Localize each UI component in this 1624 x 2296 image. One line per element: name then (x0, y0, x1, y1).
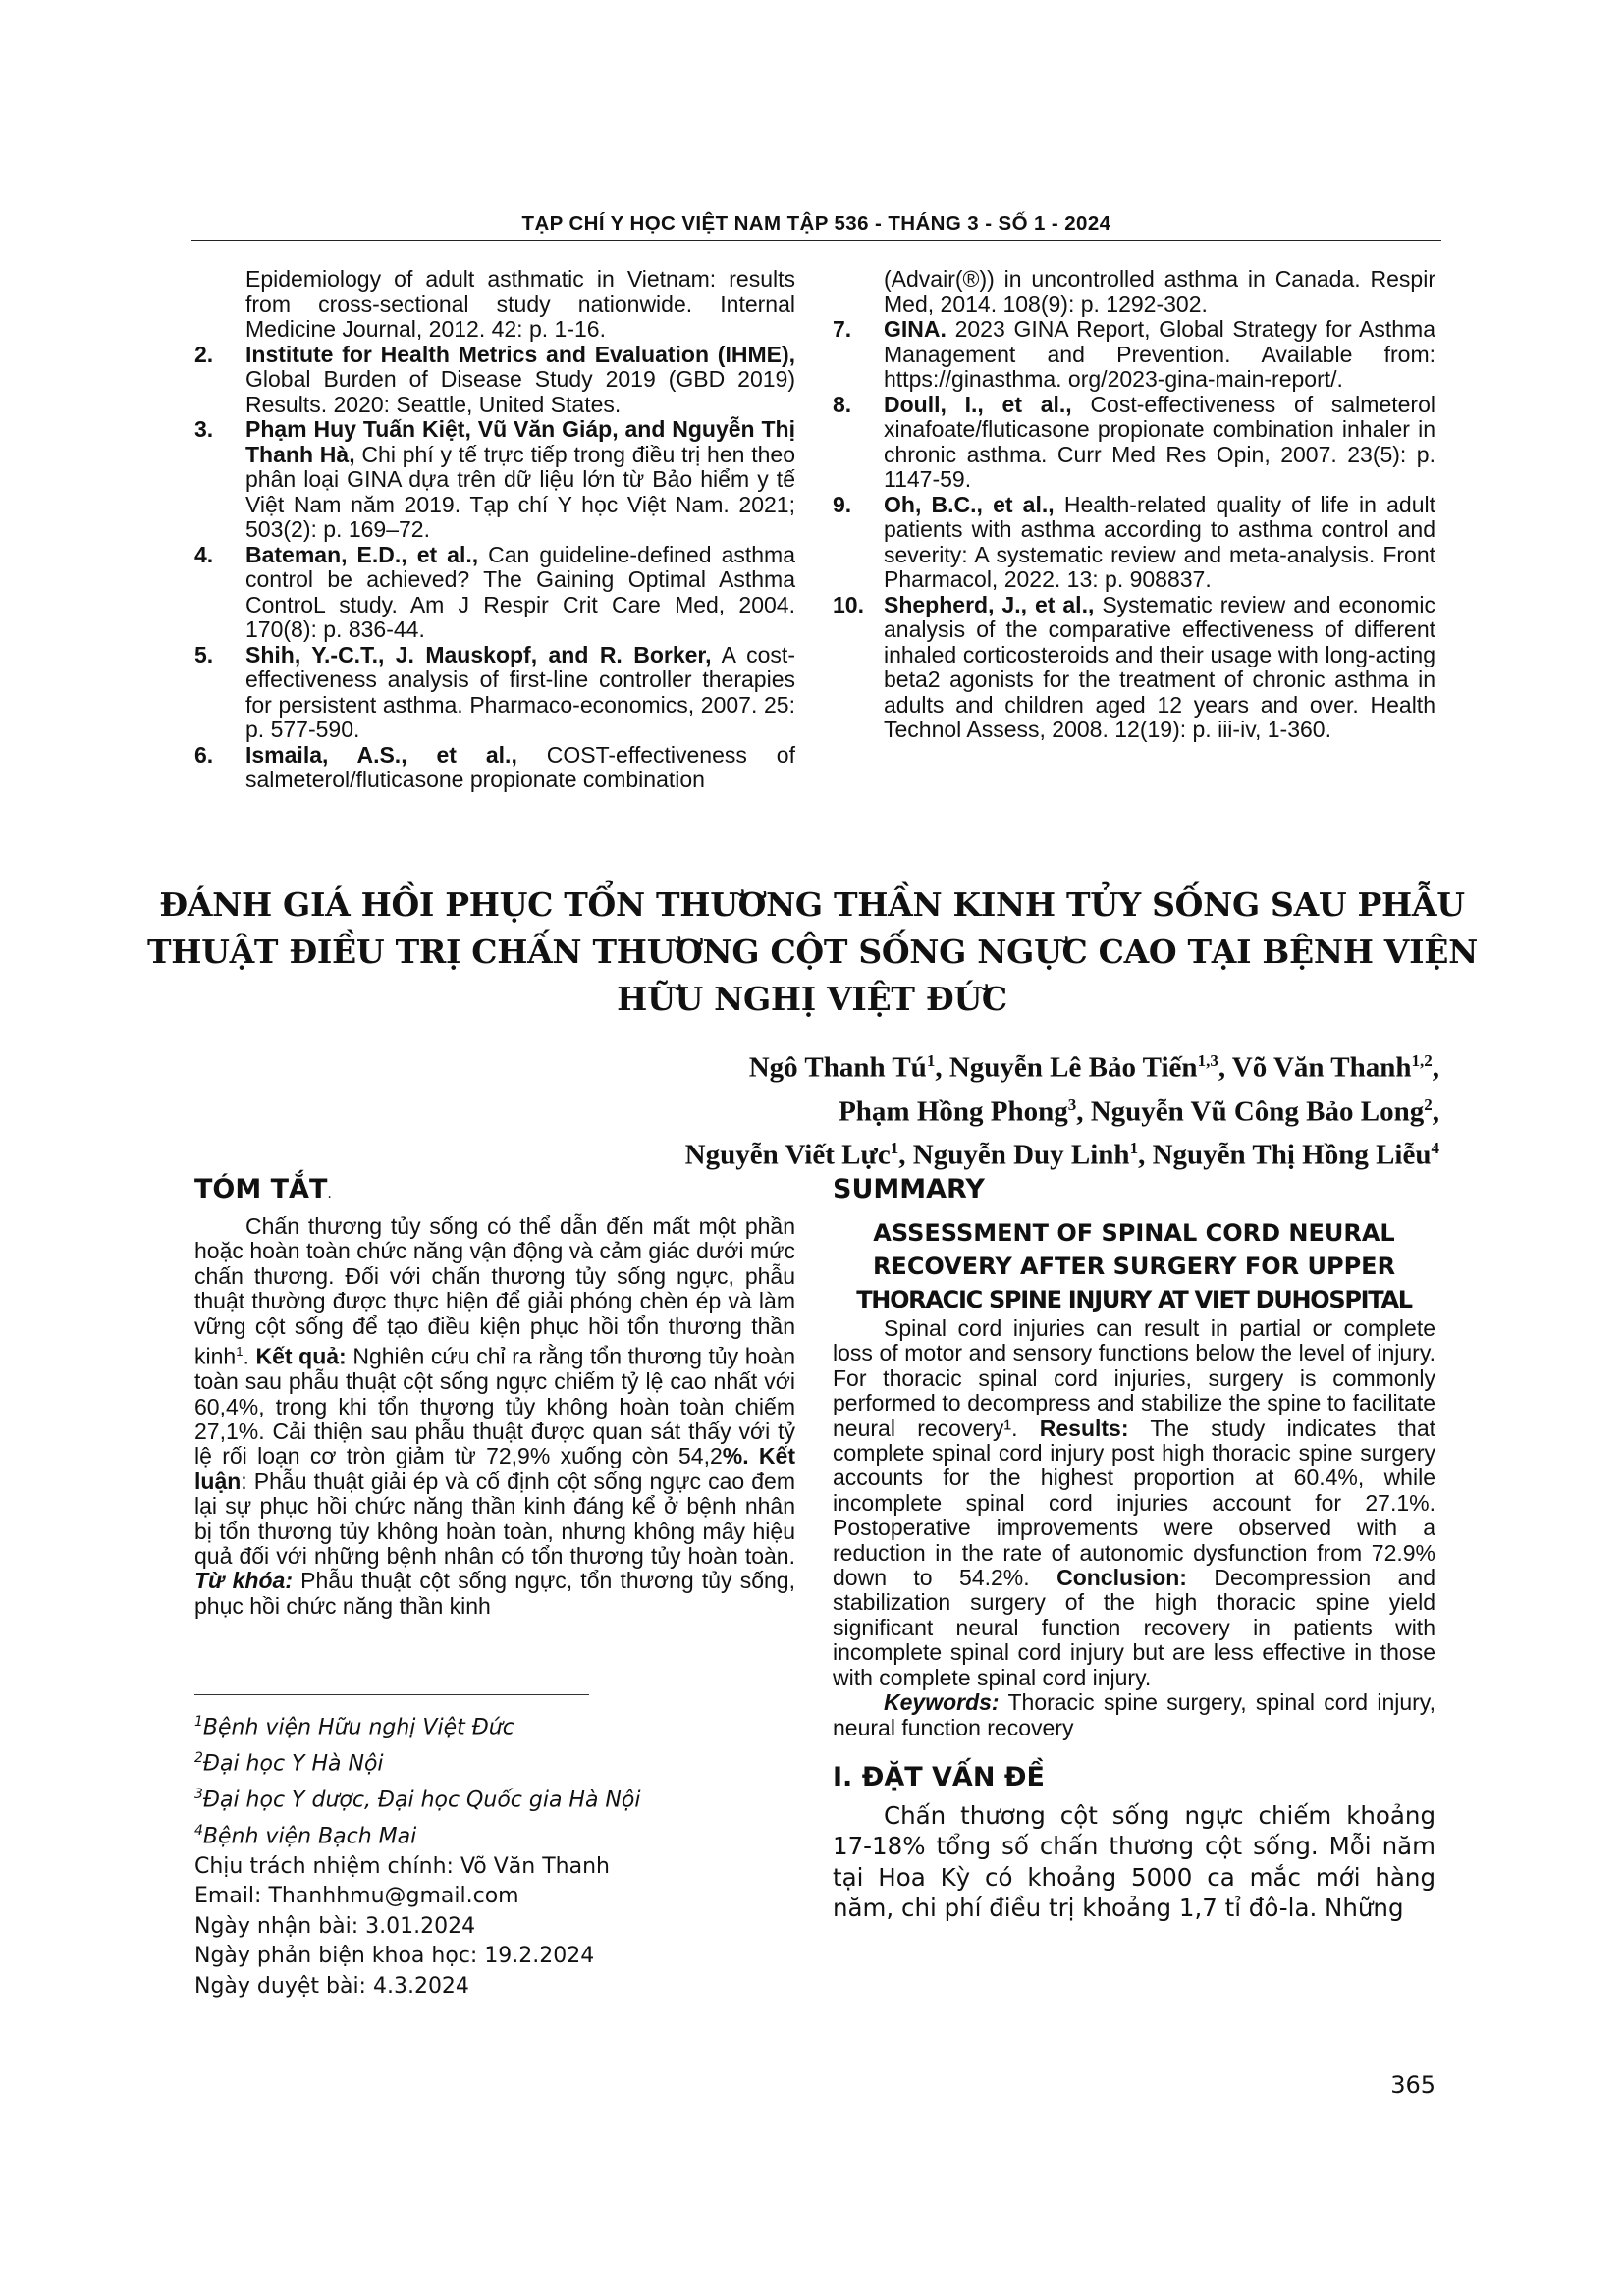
reference-item (194, 643, 795, 743)
reference-authors: Phạm Huy Tuấn Kiệt, Vũ Văn Giáp, and Nguyễn Thị Thanh Hà, (245, 416, 795, 467)
date-received: Ngày nhận bài: 3.01.2024 (194, 1913, 476, 1939)
reference-number: 9. (833, 491, 852, 517)
title-line: THUẬT ĐIỀU TRỊ CHẤN THƯƠNG CỘT SỐNG NGỰC CAO TẠI BỆNH VIỆN (147, 933, 1478, 971)
reference-text: Health-related quality of life in adult patients with asthma according to asthma control and severity: A systematic review and meta-analysis. Front Pharmacol, 2022. 13: p. 908837. (884, 491, 1435, 592)
affiliation-footnote: $^1$Bệnh viện Hữu nghị Việt Đức (194, 1714, 514, 1740)
author-affiliation: 1 (890, 1139, 899, 1158)
reference-number: 6. (194, 741, 214, 768)
author-name: Nguyễn Duy Linh (912, 1139, 1130, 1171)
reference-number: 4. (194, 541, 214, 567)
author-name: Phạm Hồng Phong (839, 1095, 1068, 1128)
tom-tat-text: Chấn thương tủy sống có thể dẫn đến mất một phần hoặc hoàn toàn chức năng vận động và cảm giác dưới mức chấn thương. Đối với chấn thương tủy sống ngực, phẫu thuật thường được thực hiện để giải phóng chèn ép và làm vững cột sống để tạo điều kiện phục hồi tổn thương thần kinh$^1$. Kết quả: Nghiên cứu chỉ ra rằng tổn thương tủy hoàn toàn sau phẫu thuật cột sống ngực chiếm tỷ lệ cao nhất với 60,4%, trong khi tổn thương tủy không hoàn toàn chiếm 27,1%. Cải thiện sau phẫu thuật được quan sát thấy với tỷ lệ rối loạn cơ tròn giảm từ 72,9% xuống còn 54,2%. Kết luận: Phẫu thuật giải ép và cố định cột sống ngực cao đem lại sự phục hồi chức năng thần kinh đáng kể ở bệnh nhân bị tổn thương tủy không hoàn toàn, nhưng không mấy hiệu quả đối với những bệnh nhân có tổn thương tủy hoàn toàn. Từ khóa: Phẫu thuật cột sống ngực, tổn thương tủy sống, phục hồi chức năng thần kinh (194, 1213, 795, 1619)
reference-authors: Institute for Health Metrics and Evaluation (IHME), (245, 341, 795, 367)
author-name: Nguyễn Lê Bảo Tiến (948, 1051, 1198, 1084)
title-line: HỮU NGHỊ VIỆT ĐỨC (617, 980, 1007, 1018)
reference-text: A cost-effectiveness analysis of first-line controller therapies for persistent asthma. Pharmaco-economics, 2007. 25: p. 577-590. (245, 641, 795, 742)
author-affiliation: 1,2 (1411, 1051, 1433, 1070)
introduction-text: Chấn thương cột sống ngực chiếm khoảng 17-18% tổng số chấn thương cột sống. Mỗi năm tại Hoa Kỳ có khoảng 5000 ca mắc mới hàng năm, chi phí điều trị khoảng 1,7 tỉ đô-la. Những (833, 1800, 1435, 1923)
running-head: TẠP CHÍ Y HỌC VIỆT NAM TẬP 536 - THÁNG 3 - SỐ 1 - 2024 (521, 212, 1111, 235)
corresponding-author: Chịu trách nhiệm chính: Võ Văn Thanh (194, 1853, 610, 1879)
corresponding-email: Email: Thanhhmu@gmail.com (194, 1884, 519, 1909)
affiliation-footnote: $^2$Đại học Y Hà Nội (194, 1749, 384, 1777)
author-name: Ngô Thanh Tú (748, 1051, 927, 1084)
author-name: Nguyễn Viết Lực (684, 1139, 891, 1171)
reference-authors: Ismaila, A.S., et al., (245, 741, 517, 768)
reference-item (833, 317, 1435, 393)
date-accepted: Ngày duyệt bài: 4.3.2024 (194, 1974, 469, 2000)
author-name: Nguyễn Thị Hồng Liễu (1152, 1139, 1432, 1171)
header-rule (191, 240, 1441, 241)
reference-authors: Oh, B.C., et al., (884, 491, 1055, 517)
summary-keywords: Keywords: Thoracic spine surgery, spinal cord injury, neural function recovery (833, 1689, 1435, 1740)
affiliation-footnote: $^4$Bệnh viện Bạch Mai (194, 1822, 417, 1849)
reference-item (833, 593, 1435, 743)
summary-title-line: RECOVERY AFTER SURGERY FOR UPPER (872, 1253, 1396, 1280)
reference-continuation: (Advair(®)) in uncontrolled asthma in Canada. Respir Med, 2014. 108(9): p. 1292-302. (884, 266, 1435, 317)
reference-authors: Bateman, E.D., et al., (245, 541, 479, 567)
author-affiliation: 2 (1424, 1095, 1433, 1114)
footnote-rule (194, 1694, 589, 1695)
reference-authors: Doull, I., et al., (884, 391, 1072, 417)
summary-title-line: THORACIC SPINE INJURY AT VIET DUHOSPITAL (856, 1286, 1412, 1313)
reference-item (833, 393, 1435, 493)
reference-text: Cost-effectiveness of salmeterol xinafoate/fluticasone propionate combination inhaler in chronic asthma. Curr Med Res Opin, 2007. 23(5): p. 1147-59. (884, 391, 1435, 492)
reference-number: 8. (833, 391, 852, 417)
reference-text: Can guideline-defined asthma control be achieved? The Gaining Optimal Asthma ControL study. Am J Respir Crit Care Med, 2004. 170(8): p. 836-44. (245, 541, 795, 642)
author-affiliation: 1,3 (1197, 1051, 1218, 1070)
reference-text: Systematic review and economic analysis of the comparative effectiveness of different inhaled corticosteroids and their usage with long-acting beta2 agonists for the treatment of chronic asthma in adults and children aged 12 years and over. Health Technol Assess, 2008. 12(19): p. iii-iv, 1-360. (884, 591, 1435, 742)
tom-tat-heading: TÓM TẮT. (194, 1174, 332, 1204)
article-title (147, 881, 1477, 1023)
author-affiliation: 4 (1431, 1139, 1439, 1158)
references-right-column (833, 267, 1435, 743)
author-affiliation: 1 (1129, 1139, 1139, 1158)
title-line: ĐÁNH GIÁ HỒI PHỤC TỔN THƯƠNG THẦN KINH TỦY SỐNG SAU PHẪU (159, 885, 1465, 924)
reference-number: 5. (194, 641, 214, 667)
references-left-column (194, 267, 795, 793)
reference-number: 2. (194, 341, 214, 367)
reference-item (833, 493, 1435, 593)
author-list (359, 1042, 1439, 1174)
reference-text: COST-effectiveness of salmeterol/fluticasone propionate combination (245, 741, 795, 792)
author-name: Võ Văn Thanh (1231, 1051, 1412, 1084)
reference-continuation: Epidemiology of adult asthmatic in Vietnam: results from cross-sectional study nationwide. Internal Medicine Journal, 2012. 42: p. 1-16. (245, 266, 795, 342)
reference-number: 10. (833, 591, 864, 617)
reference-item (194, 743, 795, 793)
reference-text: Global Burden of Disease Study 2019 (GBD 2019) Results. 2020: Seattle, United States. (245, 366, 795, 417)
reference-item (194, 417, 795, 543)
date-reviewed: Ngày phản biện khoa học: 19.2.2024 (194, 1944, 595, 1969)
reference-item (194, 343, 795, 418)
affiliation-footnote: $^3$Đại học Y dược, Đại học Quốc gia Hà Nội (194, 1786, 641, 1813)
abstract-vietnamese-column (194, 1174, 795, 1619)
summary-title-line: ASSESSMENT OF SPINAL CORD NEURAL (873, 1219, 1395, 1247)
author-line: Nguyễn Viết Lực$^1$, Nguyễn Duy Linh$^1$, Nguyễn Thị Hồng Liễu$^4$ (684, 1139, 1439, 1171)
reference-text: Chi phí y tế trực tiếp trong điều trị hen theo phân loại GINA dựa trên dữ liệu lớn từ Bảo hiểm y tế Việt Nam năm 2019. Tạp chí Y học Việt Nam. 2021; 503(2): p. 169–72. (245, 441, 796, 542)
reference-text: 2023 GINA Report, Global Strategy for Asthma Management and Prevention. Available from: https://ginasthma. org/2023-gina-main-report/. (884, 316, 1435, 392)
reference-authors: Shepherd, J., et al., (884, 591, 1095, 617)
reference-authors: Shih, Y.-C.T., J. Mauskopf, and R. Borker, (245, 641, 712, 667)
summary-title (833, 1216, 1435, 1316)
summary-english-column (833, 1174, 1435, 1924)
page-number: 365 (1390, 2071, 1435, 2099)
author-name: Nguyễn Vũ Công Bảo Long (1090, 1095, 1425, 1128)
reference-authors: GINA. (884, 316, 947, 342)
summary-heading: SUMMARY (833, 1174, 985, 1204)
author-line: Phạm Hồng Phong$^3$, Nguyễn Vũ Công Bảo Long$^2$, (839, 1095, 1439, 1128)
author-affiliation: 1 (926, 1051, 936, 1070)
footnotes (194, 1707, 795, 2002)
author-line: Ngô Thanh $Tú^1$, Nguyễn Lê Bảo Tiến$^{1,3}$, Võ Văn Thanh$^{1,2}$, (748, 1051, 1439, 1084)
summary-text: Spinal cord injuries can result in partial or complete loss of motor and sensory functions below the level of injury. For thoracic spinal cord injuries, surgery is commonly performed to decompress and stabilize the spine to facilitate neural recovery¹. Results: The study indicates that complete spinal cord injury post high thoracic spine surgery accounts for the highest proportion at 60.4%, while incomplete spinal cord injuries account for 27.1%. Postoperative improvements were observed with a reduction in the rate of autonomic dysfunction from 72.9% down to 54.2%. Conclusion: Decompression and stabilization surgery of the high thoracic spine yield significant neural function recovery in patients with incomplete spinal cord injury but are less effective in those with complete spinal cord injury. (833, 1315, 1435, 1690)
reference-number: 7. (833, 316, 852, 342)
reference-number: 3. (194, 416, 214, 442)
author-affiliation: 3 (1067, 1095, 1077, 1114)
reference-item (194, 543, 795, 643)
introduction-heading: I. ĐẶT VẤN ĐỀ (833, 1761, 1045, 1792)
